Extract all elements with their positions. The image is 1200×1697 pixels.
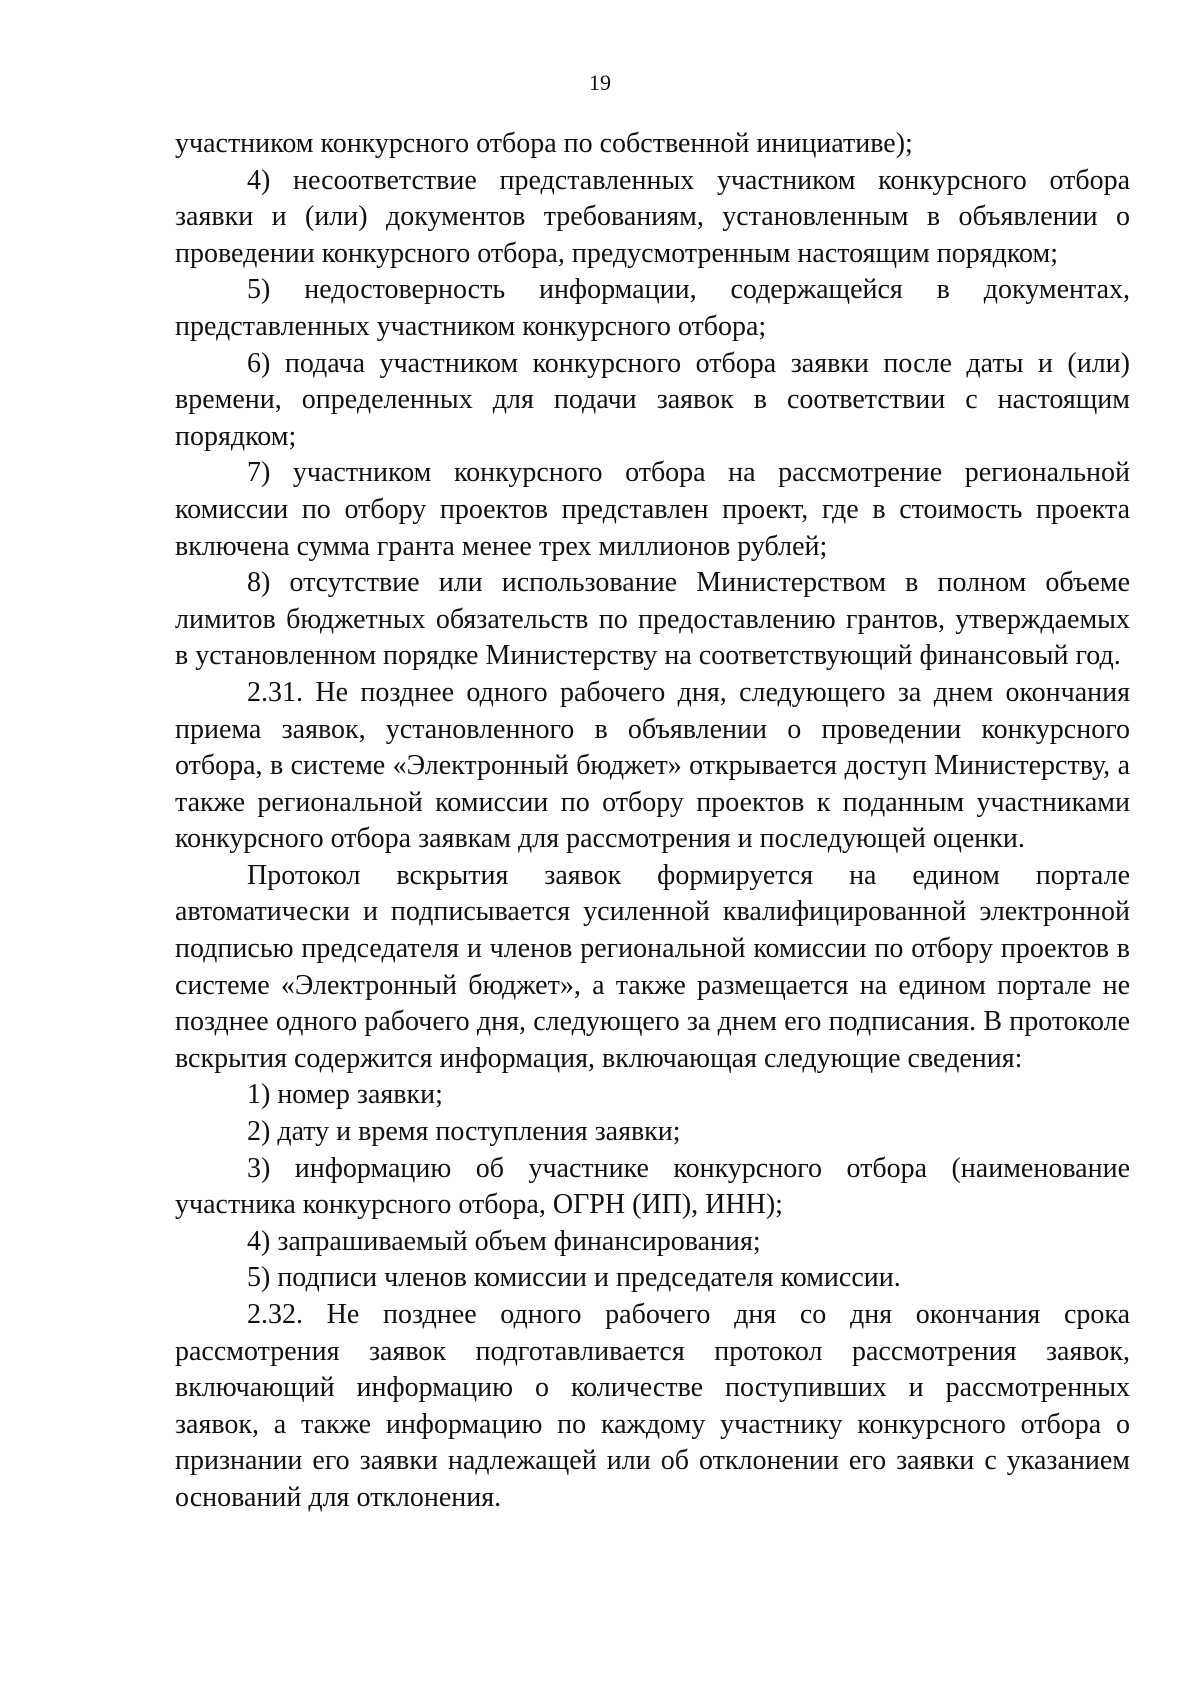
section-paragraph: 2.31. Не позднее одного рабочего дня, следующего за днем окончания приема заявок, установленного в объявлении о проведении конкурсного отбора, в системе «Электронный бюджет» открывается доступ Министерству, а также региональной комиссии по отбору проектов к поданным участниками конкурсного отбора заявкам для рассмотрения и последующей оценки. bbox=[175, 676, 1130, 855]
list-item: 6) подача участником конкурсного отбора заявки после даты и (или) времени, определенных для подачи заявок в соответствии с настоящим порядком; bbox=[175, 347, 1130, 452]
paragraph: участником конкурсного отбора по собственной инициативе); bbox=[175, 128, 913, 159]
list-item: 5) недостоверность информации, содержащейся в документах, представленных участником конкурсного отбора; bbox=[175, 274, 1130, 342]
section-paragraph: 2.32. Не позднее одного рабочего дня со дня окончания срока рассмотрения заявок подготавливается протокол рассмотрения заявок, включающий информацию о количестве поступивших и рассмотренных заявок, а также информацию по каждому участнику конкурсного отбора о признании его заявки надлежащей или об отклонении его заявки с указанием оснований для отклонения. bbox=[175, 1299, 1130, 1513]
list-item: 4) запрашиваемый объем финансирования; bbox=[247, 1225, 761, 1257]
list-item: 7) участником конкурсного отбора на рассмотрение региональной комиссии по отбору проектов представлен проект, где в стоимость проекта включена сумма гранта менее трех миллионов рублей; bbox=[175, 457, 1130, 562]
list-item: 3) информацию об участнике конкурсного отбора (наименование участника конкурсного отбора, ОГРН (ИП), ИНН); bbox=[175, 1152, 1130, 1221]
list-item: 2) дату и время поступления заявки; bbox=[247, 1116, 681, 1148]
list-item: 5) подписи членов комиссии и председателя комиссии. bbox=[247, 1262, 901, 1294]
list-item: 4) несоответствие представленных участником конкурсного отбора заявки и (или) документов требованиям, установленным в объявлении о проведении конкурсного отбора, предусмотренным настоящим порядком; bbox=[175, 164, 1130, 269]
list-item: 8) отсутствие или использование Министерством в полном объеме лимитов бюджетных обязательств по предоставлению грантов, утверждаемых в установленном порядке Министерству на соответствующий финансовый год. bbox=[175, 567, 1130, 672]
list-item: 1) номер заявки; bbox=[247, 1079, 443, 1111]
paragraph: Протокол вскрытия заявок формируется на едином портале автоматически и подписывается усиленной квалифицированной электронной подписью председателя и членов региональной комиссии по отбору проектов в системе «Электронный бюджет», а также размещается на едином портале не позднее одного рабочего дня, следующего за днем его подписания. В протоколе вскрытия содержится информация, включающая следующие сведения: bbox=[175, 859, 1130, 1074]
document-body bbox=[175, 126, 1130, 1517]
page-number: 19 bbox=[589, 70, 611, 95]
